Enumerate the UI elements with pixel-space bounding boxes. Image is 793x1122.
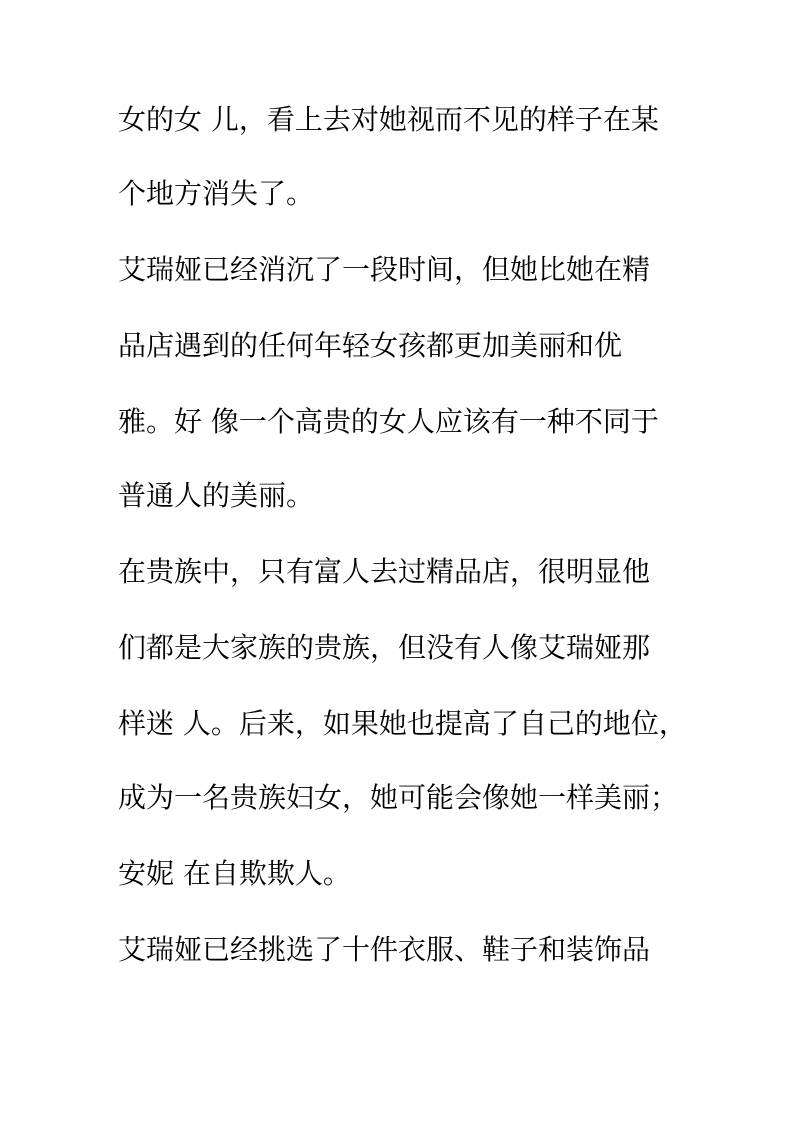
- text-line-4: 品店遇到的任何年轻女孩都更加美丽和优: [118, 329, 623, 362]
- text-line-6: 普通人的美丽。: [118, 479, 315, 512]
- text-line-9: 样迷 人。后来，如果她也提高了自己的地位，: [118, 707, 687, 740]
- text-line-11: 安妮 在自欺欺人。: [118, 857, 351, 890]
- text-line-5: 雅。好 像一个高贵的女人应该有一种不同于: [118, 405, 659, 438]
- text-line-3: 艾瑞娅已经消沉了一段时间，但她比她在精: [118, 253, 651, 286]
- text-line-12: 艾瑞娅已经挑选了十件衣服、鞋子和装饰品: [118, 933, 651, 966]
- text-line-1: 女的女 儿，看上去对她视而不见的样子在某: [118, 103, 659, 136]
- text-line-10: 成为一名贵族妇女，她可能会像她一样美丽；: [118, 781, 679, 814]
- text-line-7: 在贵族中，只有富人去过精品店，很明显他: [118, 555, 651, 588]
- text-line-2: 个地方消失了。: [118, 177, 315, 210]
- text-line-8: 们都是大家族的贵族，但没有人像艾瑞娅那: [118, 631, 651, 664]
